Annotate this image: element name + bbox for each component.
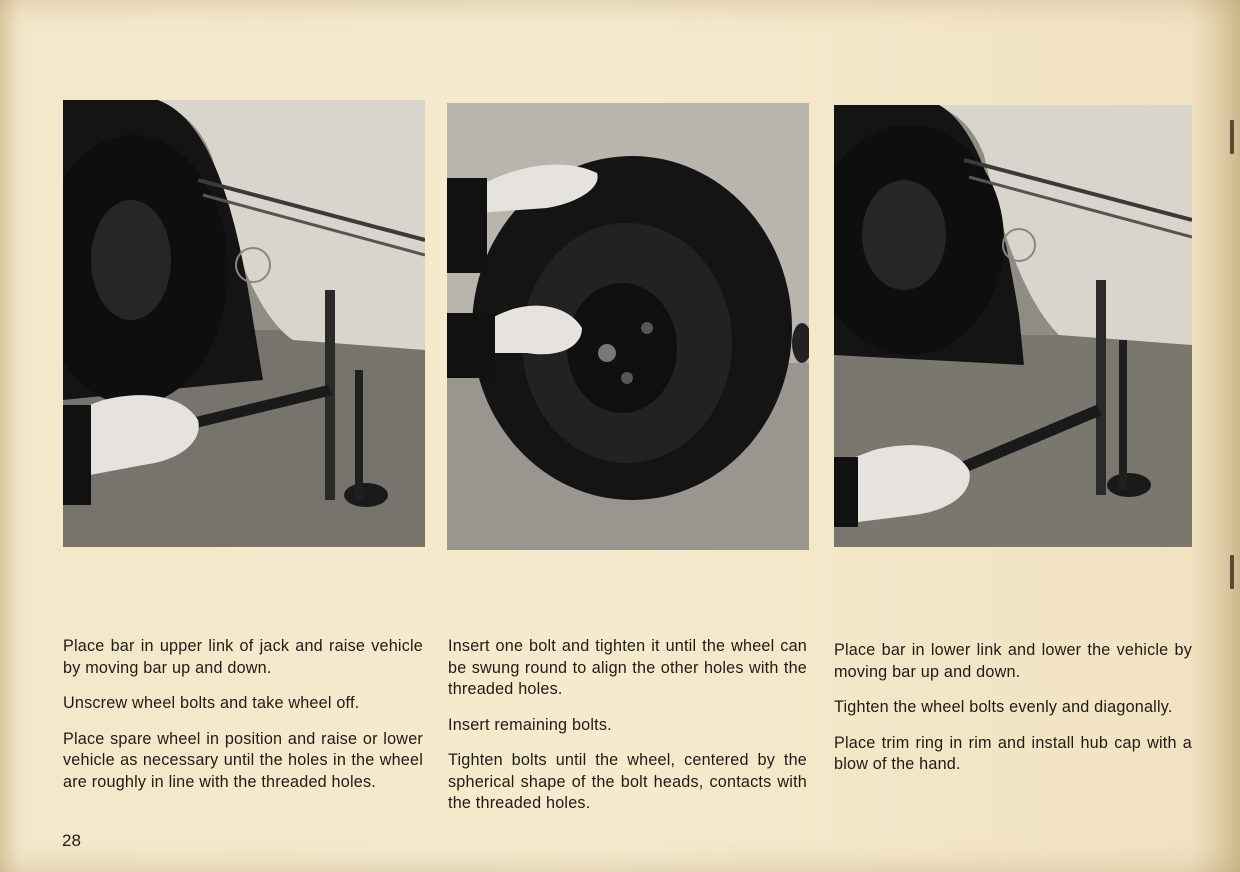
staple-mark [1230, 120, 1234, 154]
instruction-paragraph: Insert remaining bolts. [448, 715, 612, 734]
staple-mark [1230, 555, 1234, 589]
instruction-paragraph: Place trim ring in rim and install hub cap with a blow of the hand. [834, 733, 1192, 773]
instructions-column-1 [63, 636, 423, 807]
instructions-column-2 [448, 636, 807, 829]
instruction-paragraph: Unscrew wheel bolts and take wheel off. [63, 694, 360, 712]
page-number: 28 [62, 831, 81, 850]
instruction-paragraph: Tighten bolts until the wheel, centered by the spherical shape of the bolt heads, contacts with the threaded holes. [448, 751, 807, 812]
instructions-column-3 [834, 640, 1192, 790]
photo-raise-vehicle [63, 100, 425, 547]
instruction-paragraph: Tighten the wheel bolts evenly and diagonally. [834, 698, 1173, 716]
instruction-paragraph: Insert one bolt and tighten it until the wheel can be swung round to align the other holes with the threaded holes. [448, 637, 807, 698]
photo-lower-vehicle [834, 105, 1192, 547]
photo-insert-bolts [447, 103, 809, 550]
instruction-paragraph: Place spare wheel in position and raise or lower vehicle as necessary until the holes in the wheel are roughly in line with the threaded holes. [63, 729, 423, 791]
instruction-paragraph: Place bar in upper link of jack and raise vehicle by moving bar up and down. [63, 637, 423, 677]
instruction-paragraph: Place bar in lower link and lower the vehicle by moving bar up and down. [834, 641, 1192, 681]
